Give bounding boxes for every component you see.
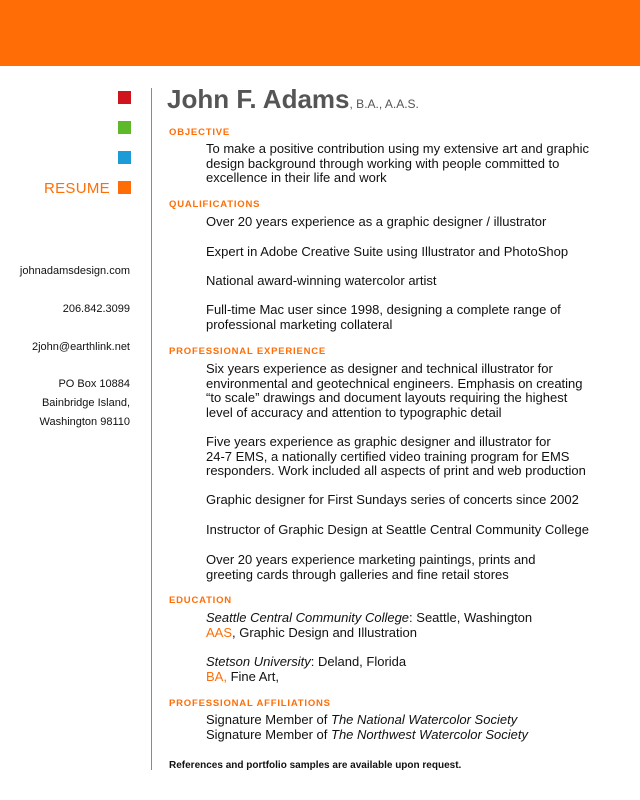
degree: AAS xyxy=(206,624,233,640)
affiliation-list: Signature Member of The National Watercolor Society Signature Member of The Northwest Watercolor Society xyxy=(206,712,529,742)
credentials: , B.A., A.A.S. xyxy=(349,97,419,111)
qualification-item: National award-winning watercolor artist xyxy=(206,273,437,288)
website-link[interactable]: johnadamsdesign.com xyxy=(19,265,130,277)
phone-number: 206.842.3099 xyxy=(62,303,130,315)
resume-label: RESUME xyxy=(44,180,110,197)
school-name: Stetson University xyxy=(206,654,311,669)
education-entry: Stetson University: Deland, Florida BA, Fine Art, xyxy=(206,654,407,684)
blue-square-icon xyxy=(118,151,131,164)
red-square-icon xyxy=(118,91,131,104)
address-line: Washington 98110 xyxy=(39,416,130,428)
objective-heading: OBJECTIVE xyxy=(169,127,231,138)
experience-heading: PROFESSIONAL EXPERIENCE xyxy=(169,346,327,357)
email-link[interactable]: 2john@earthlink.net xyxy=(31,341,130,353)
top-banner xyxy=(0,0,640,66)
experience-item: Graphic designer for First Sundays series of concerts since 2002 xyxy=(206,492,579,507)
page-title xyxy=(167,84,419,115)
qualification-item: Expert in Adobe Creative Suite using Illustrator and PhotoShop xyxy=(206,244,569,259)
experience-item: Six years experience as designer and technical illustrator for environmental and geotechnical engineers. Emphasis on creating “to scale” drawings and document layouts requiring the highest level of accuracy and attention to typographic detail xyxy=(206,361,583,421)
affiliations-heading: PROFESSIONAL AFFILIATIONS xyxy=(169,698,331,709)
objective-text: To make a positive contribution using my extensive art and graphic design background through working with people committed to excellence in their life and work xyxy=(206,141,589,186)
qualifications-heading: QUALIFICATIONS xyxy=(169,199,261,210)
experience-item: Five years experience as graphic designer and illustrator for 24-7 EMS, a nationally certified video training program for EMS responders. Work included all aspects of print and web production xyxy=(206,434,586,479)
address-line: PO Box 10884 xyxy=(58,378,130,390)
qualification-item: Over 20 years experience as a graphic designer / illustrator xyxy=(206,214,547,229)
vertical-divider xyxy=(151,88,152,770)
degree: BA, xyxy=(206,668,227,684)
footer-note: References and portfolio samples are available upon request. xyxy=(169,760,462,771)
qualification-item: Full-time Mac user since 1998, designing a complete range of professional marketing collateral xyxy=(206,302,561,332)
green-square-icon xyxy=(118,121,131,134)
education-heading: EDUCATION xyxy=(169,595,232,606)
education-entry: Seattle Central Community College: Seattle, Washington AAS, Graphic Design and Illustration xyxy=(206,610,533,640)
experience-item: Over 20 years experience marketing paintings, prints and greeting cards through galleries and fine retail stores xyxy=(206,552,536,582)
full-name: John F. Adams xyxy=(167,84,350,114)
experience-item: Instructor of Graphic Design at Seattle Central Community College xyxy=(206,522,589,537)
orange-square-icon xyxy=(118,181,131,194)
address-line: Bainbridge Island, xyxy=(41,397,130,409)
school-name: Seattle Central Community College xyxy=(206,610,410,625)
